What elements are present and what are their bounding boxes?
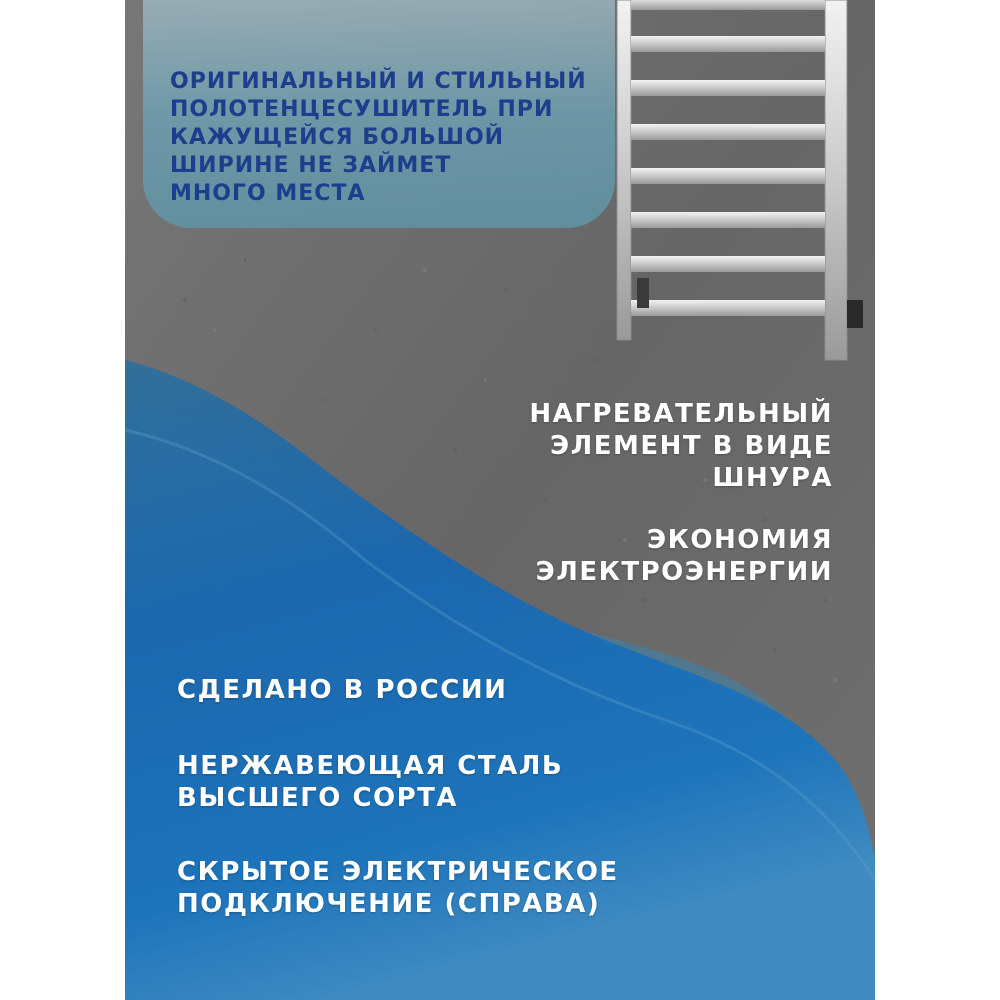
header-panel-text: ОРИГИНАЛЬНЫЙ И СТИЛЬНЫЙ ПОЛОТЕНЦЕСУШИТЕЛЬ ПРИ КАЖУЩЕЙСЯ БОЛЬШОЙ ШИРИНЕ НЕ ЗАЙМЕТ МНОГО МЕСТА <box>170 69 587 206</box>
feature-heating-element: НАГРЕВАТЕЛЬНЫЙ ЭЛЕМЕНТ В ВИДЕ ШНУРА <box>529 399 833 493</box>
feature-made-in-russia: СДЕЛАНО В РОССИИ <box>177 675 508 705</box>
product-poster <box>125 0 875 1000</box>
feature-energy-saving: ЭКОНОМИЯ ЭЛЕКТРОЭНЕРГИИ <box>535 525 833 587</box>
feature-stainless-steel: НЕРЖАВЕЮЩАЯ СТАЛЬ ВЫСШЕГО СОРТА <box>177 751 564 813</box>
feature-hidden-connection: СКРЫТОЕ ЭЛЕКТРИЧЕСКОЕ ПОДКЛЮЧЕНИЕ (СПРАВА) <box>177 857 619 919</box>
